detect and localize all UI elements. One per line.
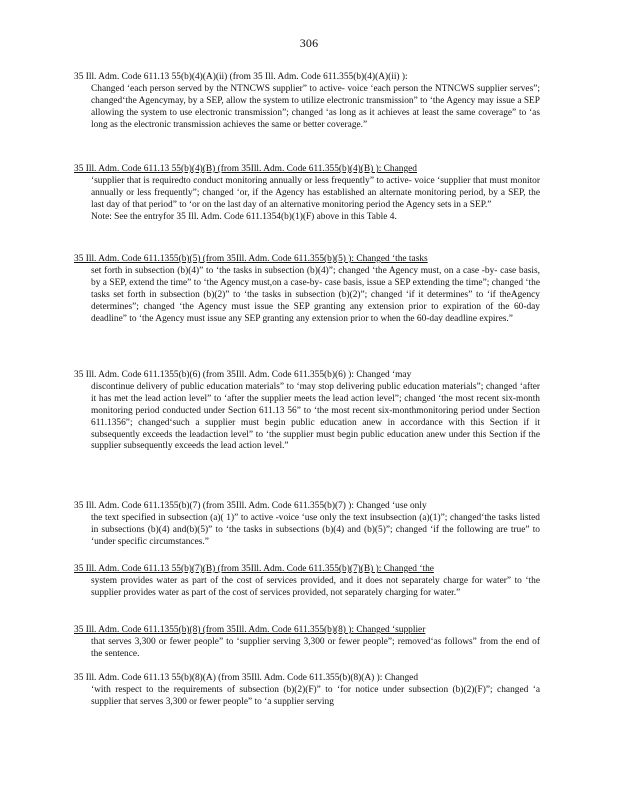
entry-body: the text specified in subsection (a)( 1)” to active -voice ‘use only the text insubsection (a)(1)”; changed‘the tasks listed in subsections (b)(4) and(b)(5)” to ‘the tasks in subsections (b)(4) and (b)(5)”; changed ‘if the following are true” to ‘under specific circumstances.” <box>91 512 540 547</box>
entry-611-1355-b-7-b <box>74 564 540 600</box>
entry-611-1355-b-7 <box>74 501 540 549</box>
entry-citation: 35 Ill. Adm. Code 611.1355(b)(7) (from 35Ill. Adm. Code 611.355(b)(7) ): Changed ‘use only <box>74 501 427 511</box>
entry-citation: 35 Ill. Adm. Code 611.13 55(b)(4)(A)(ii) (from 35 Ill. Adm. Code 611.355(b)(4)(A)(ii) ): <box>74 72 408 82</box>
entry-body: set forth in subsection (b)(4)” to ‘the tasks in subsection (b)(4)”; changed ‘the Agency must, on a case -by- case basis, by a SEP, extend the time” to ‘the Agency must,on a case-by- case basis, issue a SEP extending the time”; changed ‘the tasks set forth in subsection (b)(2)” to ‘the tasks in subsection (b)(2)”; changed ‘if it determines” to ‘if theAgency determines”; changed ‘the Agency must issue the SEP granting any extension prior to expiration of the 60-day deadline” to ‘the Agency must issue any SEP granting any extension prior to when the 60-day deadline expires.” <box>91 265 540 324</box>
entry-citation: 35 Ill. Adm. Code 611.13 55(b)(8)(A) (from 35Ill. Adm. Code 611.355(b)(8)(A) ): Changed <box>74 673 419 683</box>
entry-611-1355-b-5 <box>74 254 540 325</box>
entry-citation: 35 Ill. Adm. Code 611.1355(b)(5) (from 35Ill. Adm. Code 611.355(b)(5) ): Changed ‘the tasks <box>74 254 428 264</box>
entry-body: ‘supplier that is requiredto conduct monitoring annually or less frequently” to active- voice ‘supplier that must monitor annually or less frequently”; changed ‘or, if the Agency has established an alternate monitoring period, by a SEP, the last day of that period” to ‘or on the last day of an alternative monitoring period the Agency sets in a SEP.” <box>91 175 540 210</box>
entry-611-1355-b-4-a-ii <box>74 72 540 132</box>
entry-citation: 35 Ill. Adm. Code 611.1355(b)(6) (from 35Ill. Adm. Code 611.355(b)(6) ): Changed ‘may <box>74 370 412 380</box>
entry-611-1355-b-8-a <box>74 673 540 709</box>
entry-body: Changed ‘each person served by the NTNCWS supplier” to active- voice ‘each person the NTNCWS supplier serves”; changed‘the Agencymay, by a SEP, allow the system to utilize electronic transmission” to ‘the Agency may issue a SEP allowing the system to use electronic transmission”; changed ‘as long as it achieves at least the same coverage” to ‘as long as the electronic transmission achieves the same or better coverage.” <box>91 83 540 130</box>
page-number: 306 <box>299 36 319 50</box>
entry-body: system provides water as part of the cost of services provided, and it does not separately charge for water” to ‘the supplier provides water as part of the cost of services provided, not separately charging for water.” <box>91 575 540 598</box>
entry-citation: 35 Ill. Adm. Code 611.13 55(b)(4)(B) (from 35Ill. Adm. Code 611.355(b)(4)(B) ): Changed <box>74 164 417 174</box>
entry-body: ‘with respect to the requirements of subsection (b)(2)(F)” to ‘for notice under subsection (b)(2)(F)”; changed ‘a supplier that serves 3,300 or fewer people” to ‘a supplier serving <box>91 684 540 707</box>
entry-body: that serves 3,300 or fewer people” to ‘supplier serving 3,300 or fewer people”; removed‘as follows” from the end of the sentence. <box>91 636 540 659</box>
entry-note: Note: See the entryfor 35 Ill. Adm. Code 611.1354(b)(1)(F) above in this Table 4. <box>91 211 397 222</box>
entry-citation: 35 Ill. Adm. Code 611.13 55(b)(7)(B) (from 35Ill. Adm. Code 611.355(b)(7)(B) ): Changed ‘the <box>74 564 434 574</box>
entry-citation: 35 Ill. Adm. Code 611.1355(b)(8) (from 35Ill. Adm. Code 611.355(b)(8) ): Changed ‘supplier <box>74 625 426 635</box>
entry-611-1355-b-4-b <box>74 164 540 224</box>
entry-body: discontinue delivery of public education materials” to ‘may stop delivering public education materials”; changed ‘after it has met the lead action level” to ‘after the supplier meets the lead action level”; changed ‘the most recent six-month monitoring period conducted under Section 611.13 56” to ‘the most recent six-monthmonitoring period under Section 611.1356”; changed‘such a supplier must begin public education anew in accordance with this Section if it subsequently exceeds the leadaction level” to ‘the supplier must begin public education anew under this Section if the supplier subsequently exceeds the lead action level.” <box>91 381 540 452</box>
entry-611-1355-b-8 <box>74 625 540 661</box>
entry-611-1355-b-6 <box>74 370 540 453</box>
